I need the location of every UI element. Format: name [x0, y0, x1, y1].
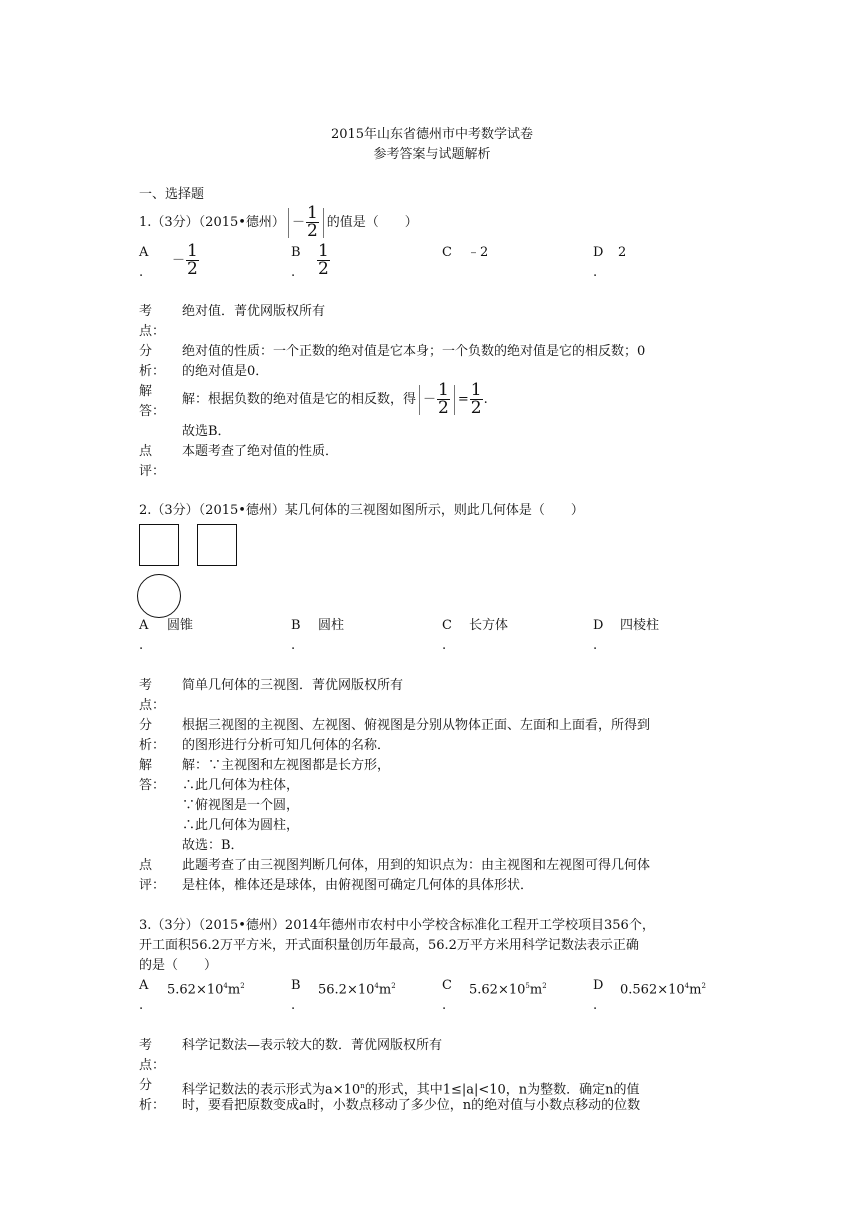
option-exponent: 5 [525, 982, 530, 990]
jieda-line: ∴此几何体为圆柱， [182, 818, 300, 833]
fenxi-label: 分 [139, 344, 153, 359]
dianping-label: 评： [139, 464, 166, 479]
side-view-square [197, 524, 237, 566]
option-exponent: 4 [684, 982, 690, 990]
dianping-label: 评： [139, 878, 166, 893]
kaodian-label: 考 [139, 1038, 153, 1053]
option-d-value [620, 978, 706, 998]
option-b-value [318, 978, 396, 998]
option-a-dot: . [139, 265, 144, 280]
jieda-line: ∴此几何体为柱体， [182, 778, 300, 793]
question-1-suffix: 的值是（ ） [326, 215, 418, 230]
question-1-sign: － [291, 215, 305, 230]
jieda-sign: － [423, 392, 437, 407]
option-exponent: 4 [374, 982, 379, 990]
jieda-fraction-result [470, 382, 483, 417]
document-subtitle: 参考答案与试题解析 [373, 147, 491, 162]
question-2-stem: 2.（3分）（2015•德州）某几何体的三视图如图所示，则此几何体是（ ） [139, 503, 584, 518]
option-a-sign: － [172, 253, 186, 268]
question-3-stem: 的是（ ） [139, 958, 218, 973]
fenxi-text: 根据三视图的主视图、左视图、俯视图是分别从物体正面、左面和上面看，所得到 [182, 718, 651, 733]
option-unit-exponent: 2 [542, 982, 547, 990]
option-unit-exponent: 2 [391, 982, 396, 990]
option-b-letter: B [291, 245, 301, 260]
question-1-stem [139, 205, 418, 240]
fraction-numerator: 1 [470, 380, 482, 400]
option-base: 5.62×10 [469, 982, 526, 998]
section-heading: 一、选择题 [139, 187, 205, 202]
option-a-fraction [186, 243, 199, 278]
fraction-denominator: 2 [187, 259, 198, 279]
option-d-value: 四棱柱 [620, 618, 660, 633]
option-a-letter: A [139, 618, 149, 633]
fenxi-label: 分 [139, 718, 153, 733]
fenxi-text-part: 的形式，其中1≤|a|<10，n为整数．确定n的值 [364, 1082, 640, 1098]
fraction-numerator: 1 [318, 241, 329, 261]
question-1-fraction [306, 205, 319, 240]
kaodian-text: 绝对值．菁优网版权所有 [182, 304, 326, 319]
abs-bar-left [288, 208, 289, 238]
abs-bar-left [419, 385, 420, 415]
fraction-numerator: 1 [306, 203, 318, 223]
option-b-dot: . [291, 638, 296, 653]
fraction-denominator: 2 [438, 398, 449, 418]
option-c-letter: C [442, 978, 452, 993]
fenxi-text-part: 科学记数法的表示形式为a×10 [182, 1082, 361, 1098]
fenxi-text: 的图形进行分析可知几何体的名称． [182, 738, 391, 753]
document-title: 2015年山东省德州市中考数学试卷 [330, 127, 534, 142]
question-3-stem: 3.（3分）（2015•德州）2014年德州市农村中小学校含标准化工程开工学校项目356个， [139, 918, 655, 933]
fraction-numerator: 1 [187, 241, 198, 261]
jieda-label: 答： [139, 404, 166, 419]
dianping-text: 本题考查了绝对值的性质． [182, 444, 339, 459]
dianping-text: 是柱体，椎体还是球体，由俯视图可确定几何体的具体形状． [182, 878, 534, 893]
option-a-value: 圆锥 [167, 618, 194, 633]
option-b-letter: B [291, 618, 301, 633]
fenxi-text: 的绝对值是0． [182, 364, 269, 379]
option-a-value [167, 978, 245, 998]
equals-sign: = [457, 392, 469, 407]
option-a-letter: A [139, 245, 149, 260]
fraction-denominator: 2 [318, 259, 329, 279]
option-d-letter: D [593, 245, 604, 260]
jieda-label: 解 [139, 758, 153, 773]
abs-bar-right [454, 385, 455, 415]
option-a-dot: . [139, 998, 144, 1013]
kaodian-text: 科学记数法—表示较大的数．菁优网版权所有 [182, 1038, 443, 1053]
fenxi-text: 绝对值的性质：一个正数的绝对值是它本身；一个负数的绝对值是它的相反数；0 [182, 344, 646, 359]
kaodian-label: 点： [139, 1058, 166, 1073]
option-d-dot: . [593, 638, 598, 653]
jieda-text: 故选B． [182, 424, 231, 439]
jieda-line: ∵俯视图是一个圆， [182, 798, 300, 813]
front-view-square [139, 524, 179, 566]
abs-bar-right [323, 208, 324, 238]
jieda-text [182, 382, 488, 417]
dianping-label: 点 [139, 858, 153, 873]
fenxi-text [182, 1078, 640, 1098]
option-b-letter: B [291, 978, 301, 993]
option-unit: m [529, 982, 543, 998]
jieda-prefix: 解：根据负数的绝对值是它的相反数，得 [182, 392, 417, 407]
option-unit: m [689, 982, 702, 998]
option-exponent: 4 [223, 982, 228, 990]
jieda-line: 故选：B． [182, 838, 244, 853]
option-d-letter: D [593, 618, 604, 633]
fenxi-label: 析： [139, 738, 166, 753]
dianping-text: 此题考查了由三视图判断几何体，用到的知识点为：由主视图和左视图可得几何体 [182, 858, 651, 873]
option-base: 56.2×10 [318, 982, 375, 998]
fenxi-label: 析： [139, 364, 166, 379]
option-unit: m [378, 982, 392, 998]
kaodian-label: 点： [139, 698, 166, 713]
option-unit: m [227, 982, 241, 998]
kaodian-label: 考 [139, 304, 153, 319]
jieda-label: 答： [139, 778, 166, 793]
fenxi-label: 析： [139, 1098, 166, 1113]
option-b-fraction [317, 243, 330, 278]
question-3-stem: 开工面积56.2万平方米，开式面积量创历年最高，56.2万平方米用科学记数法表示正确 [139, 938, 639, 953]
fraction-denominator: 2 [470, 398, 482, 418]
option-d-dot: . [593, 265, 598, 280]
option-b-value [316, 243, 331, 278]
jieda-line: 解：∵主视图和左视图都是长方形， [182, 758, 391, 773]
fraction-numerator: 1 [438, 380, 449, 400]
option-d-value: 2 [618, 245, 627, 260]
option-a-letter: A [139, 978, 149, 993]
option-c-dot: . [442, 998, 447, 1013]
option-d-dot: . [593, 998, 598, 1013]
option-unit-exponent: 2 [701, 982, 706, 990]
option-c-value: ﹣2 [467, 245, 489, 260]
fraction-denominator: 2 [306, 221, 318, 241]
dianping-label: 点 [139, 444, 153, 459]
option-d-letter: D [593, 978, 604, 993]
option-c-value: 长方体 [469, 618, 509, 633]
fenxi-label: 分 [139, 1078, 153, 1093]
jieda-label: 解 [139, 384, 153, 399]
option-a-dot: . [139, 638, 144, 653]
option-unit-exponent: 2 [240, 982, 245, 990]
period: . [483, 392, 488, 407]
option-base: 5.62×10 [167, 982, 224, 998]
fenxi-text: 时，要看把原数变成a时，小数点移动了多少位，n的绝对值与小数点移动的位数 [182, 1098, 641, 1113]
kaodian-label: 点： [139, 324, 166, 339]
jieda-fraction [437, 382, 450, 417]
kaodian-text: 简单几何体的三视图．菁优网版权所有 [182, 678, 404, 693]
question-1-prefix: 1.（3分）（2015•德州） [139, 215, 285, 230]
option-base: 0.562×10 [620, 982, 685, 998]
option-a-value [172, 243, 200, 278]
option-c-dot: . [442, 638, 447, 653]
kaodian-label: 考 [139, 678, 153, 693]
option-b-dot: . [291, 265, 296, 280]
top-view-circle [137, 574, 181, 618]
option-c-letter: C [442, 618, 452, 633]
option-b-dot: . [291, 998, 296, 1013]
option-c-letter: C [442, 245, 452, 260]
option-c-value [469, 978, 547, 998]
option-b-value: 圆柱 [318, 618, 345, 633]
fenxi-exponent: n [360, 1082, 365, 1090]
